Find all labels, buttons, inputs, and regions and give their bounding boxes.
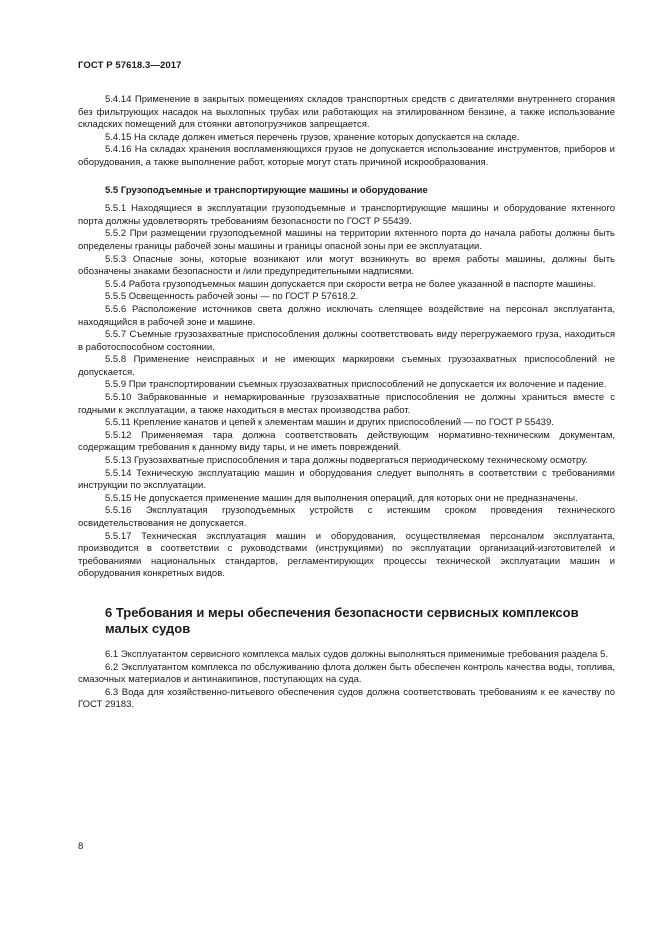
paragraph-5-5-13: 5.5.13 Грузозахватные приспособления и тара должны подвергаться периодическому техническому осмотру.: [105, 455, 588, 467]
section-6-heading: 6 Требования и меры обеспечения безопасности сервисных комплексов малых судов: [105, 604, 579, 636]
paragraph-5-5-5: 5.5.5 Освещенность рабочей зоны — по ГОСТ Р 57618.2.: [105, 291, 359, 303]
paragraph-5-5-10: 5.5.10 Забракованные и немаркированные грузозахватные приспособления не должны храниться вместе с годными к эксплуатации, а также находиться в местах производства работ.: [78, 392, 615, 416]
paragraph-5-5-15: 5.5.15 Не допускается применение машин для выполнения операций, для которых они не предназначены.: [105, 492, 578, 504]
paragraph-6-1: 6.1 Эксплуатантом сервисного комплекса малых судов должны выполняться применимые требования раздела 5.: [105, 648, 609, 660]
paragraph-5-5-4: 5.5.4 Работа грузоподъемных машин допускается при скорости ветра не более указанной в паспорте машины.: [105, 278, 596, 290]
paragraph-5-5-12: 5.5.12 Применяемая тара должна соответствовать действующим нормативно-техническим документам, содержащим требования к данному виду тары, и не иметь повреждений.: [78, 429, 615, 454]
section-5-5-heading: 5.5 Грузоподъемные и транспортирующие машины и оборудование: [105, 184, 428, 196]
paragraph-5-5-1: 5.5.1 Находящиеся в эксплуатации грузоподъемные и транспортирующие машины и оборудование яхтенного порта должны удовлетворять требованиям безопасности по ГОСТ Р 55439.: [78, 203, 615, 227]
paragraph-5-5-8: 5.5.8 Применение неисправных и не имеющих маркировки съемных грузозахватных приспособлений не допускается.: [78, 354, 615, 378]
paragraph-5-5-6: 5.5.6 Расположение источников света должно исключать слепящее воздействие на персонал эксплуатанта, находящийся в рабочей зоне и машине.: [78, 303, 615, 328]
paragraph-5-5-14: 5.5.14 Техническую эксплуатацию машин и оборудования следует выполнять в соответствии с требованиями инструкции по эксплуатации.: [78, 467, 615, 492]
paragraph-5-5-2: 5.5.2 При размещении грузоподъемной машины на территории яхтенного порта до начала работы должны быть определены границы рабочей зоны машины и границы опасной зоны при ее эксплуатации.: [78, 228, 615, 252]
page-number: 8: [78, 841, 84, 852]
paragraph-5-5-9: 5.5.9 При транспортировании съемных грузозахватных приспособлений не допускается их волочение и падение.: [105, 379, 607, 391]
paragraph-5-4-14: 5.4.14 Применение в закрытых помещениях складов транспортных средств с двигателями внутреннего сгорания без фильтрующих насадок на выхлопных трубах или работающих на этилированном бензине, а также использование складских помещений для стоянки автопогрузчиков запрещается.: [78, 94, 615, 131]
paragraph-5-5-11: 5.5.11 Крепление канатов и цепей к элементам машин и других приспособлений — по ГОСТ Р 55439.: [105, 417, 554, 429]
paragraph-6-3: 6.3 Вода для хозяйственно-питьевого обеспечения судов должна соответствовать требованиям к ее качеству по ГОСТ 29183.: [78, 686, 615, 711]
paragraph-5-4-15: 5.4.15 На складе должен иметься перечень грузов, хранение которых допускается на складе.: [105, 131, 520, 143]
paragraph-5-4-16: 5.4.16 На складах хранения воспламеняющихся грузов не допускается использование инструментов, приборов и оборудования, а также выполнение работ, которые могут стать причиной искрообразования.: [78, 144, 615, 168]
paragraph-6-2: 6.2 Эксплуатантом комплекса по обслуживанию флота должен быть обеспечен контроль качества воды, топлива, смазочных материалов и антинакипинов, поступающих на суда.: [78, 661, 615, 686]
paragraph-5-5-7: 5.5.7 Съемные грузозахватные приспособления должны соответствовать виду перегружаемого груза, находиться в работоспособном состоянии.: [78, 329, 615, 353]
paragraph-5-5-17: 5.5.17 Техническая эксплуатация машин и оборудования, осуществляемая персоналом эксплуатанта, производится в соответствии с руководствами (инструкциями) по эксплуатации организаций-изготовителей и требованиями национальных стандартов, регламентирующих процессы технической эксплуатации машин и оборудования конкретных видов.: [78, 530, 615, 580]
document-body: [78, 94, 615, 712]
document-code-header: ГОСТ Р 57618.3—2017: [78, 60, 182, 71]
paragraph-5-5-16: 5.5.16 Эксплуатация грузоподъемных устройств с истекшим сроком проведения технического освидетельствования не допускается.: [78, 505, 615, 529]
paragraph-5-5-3: 5.5.3 Опасные зоны, которые возникают или могут возникнуть во время работы машины, должны быть обозначены знаками безопасности и /или предупредительными надписями.: [78, 253, 615, 278]
